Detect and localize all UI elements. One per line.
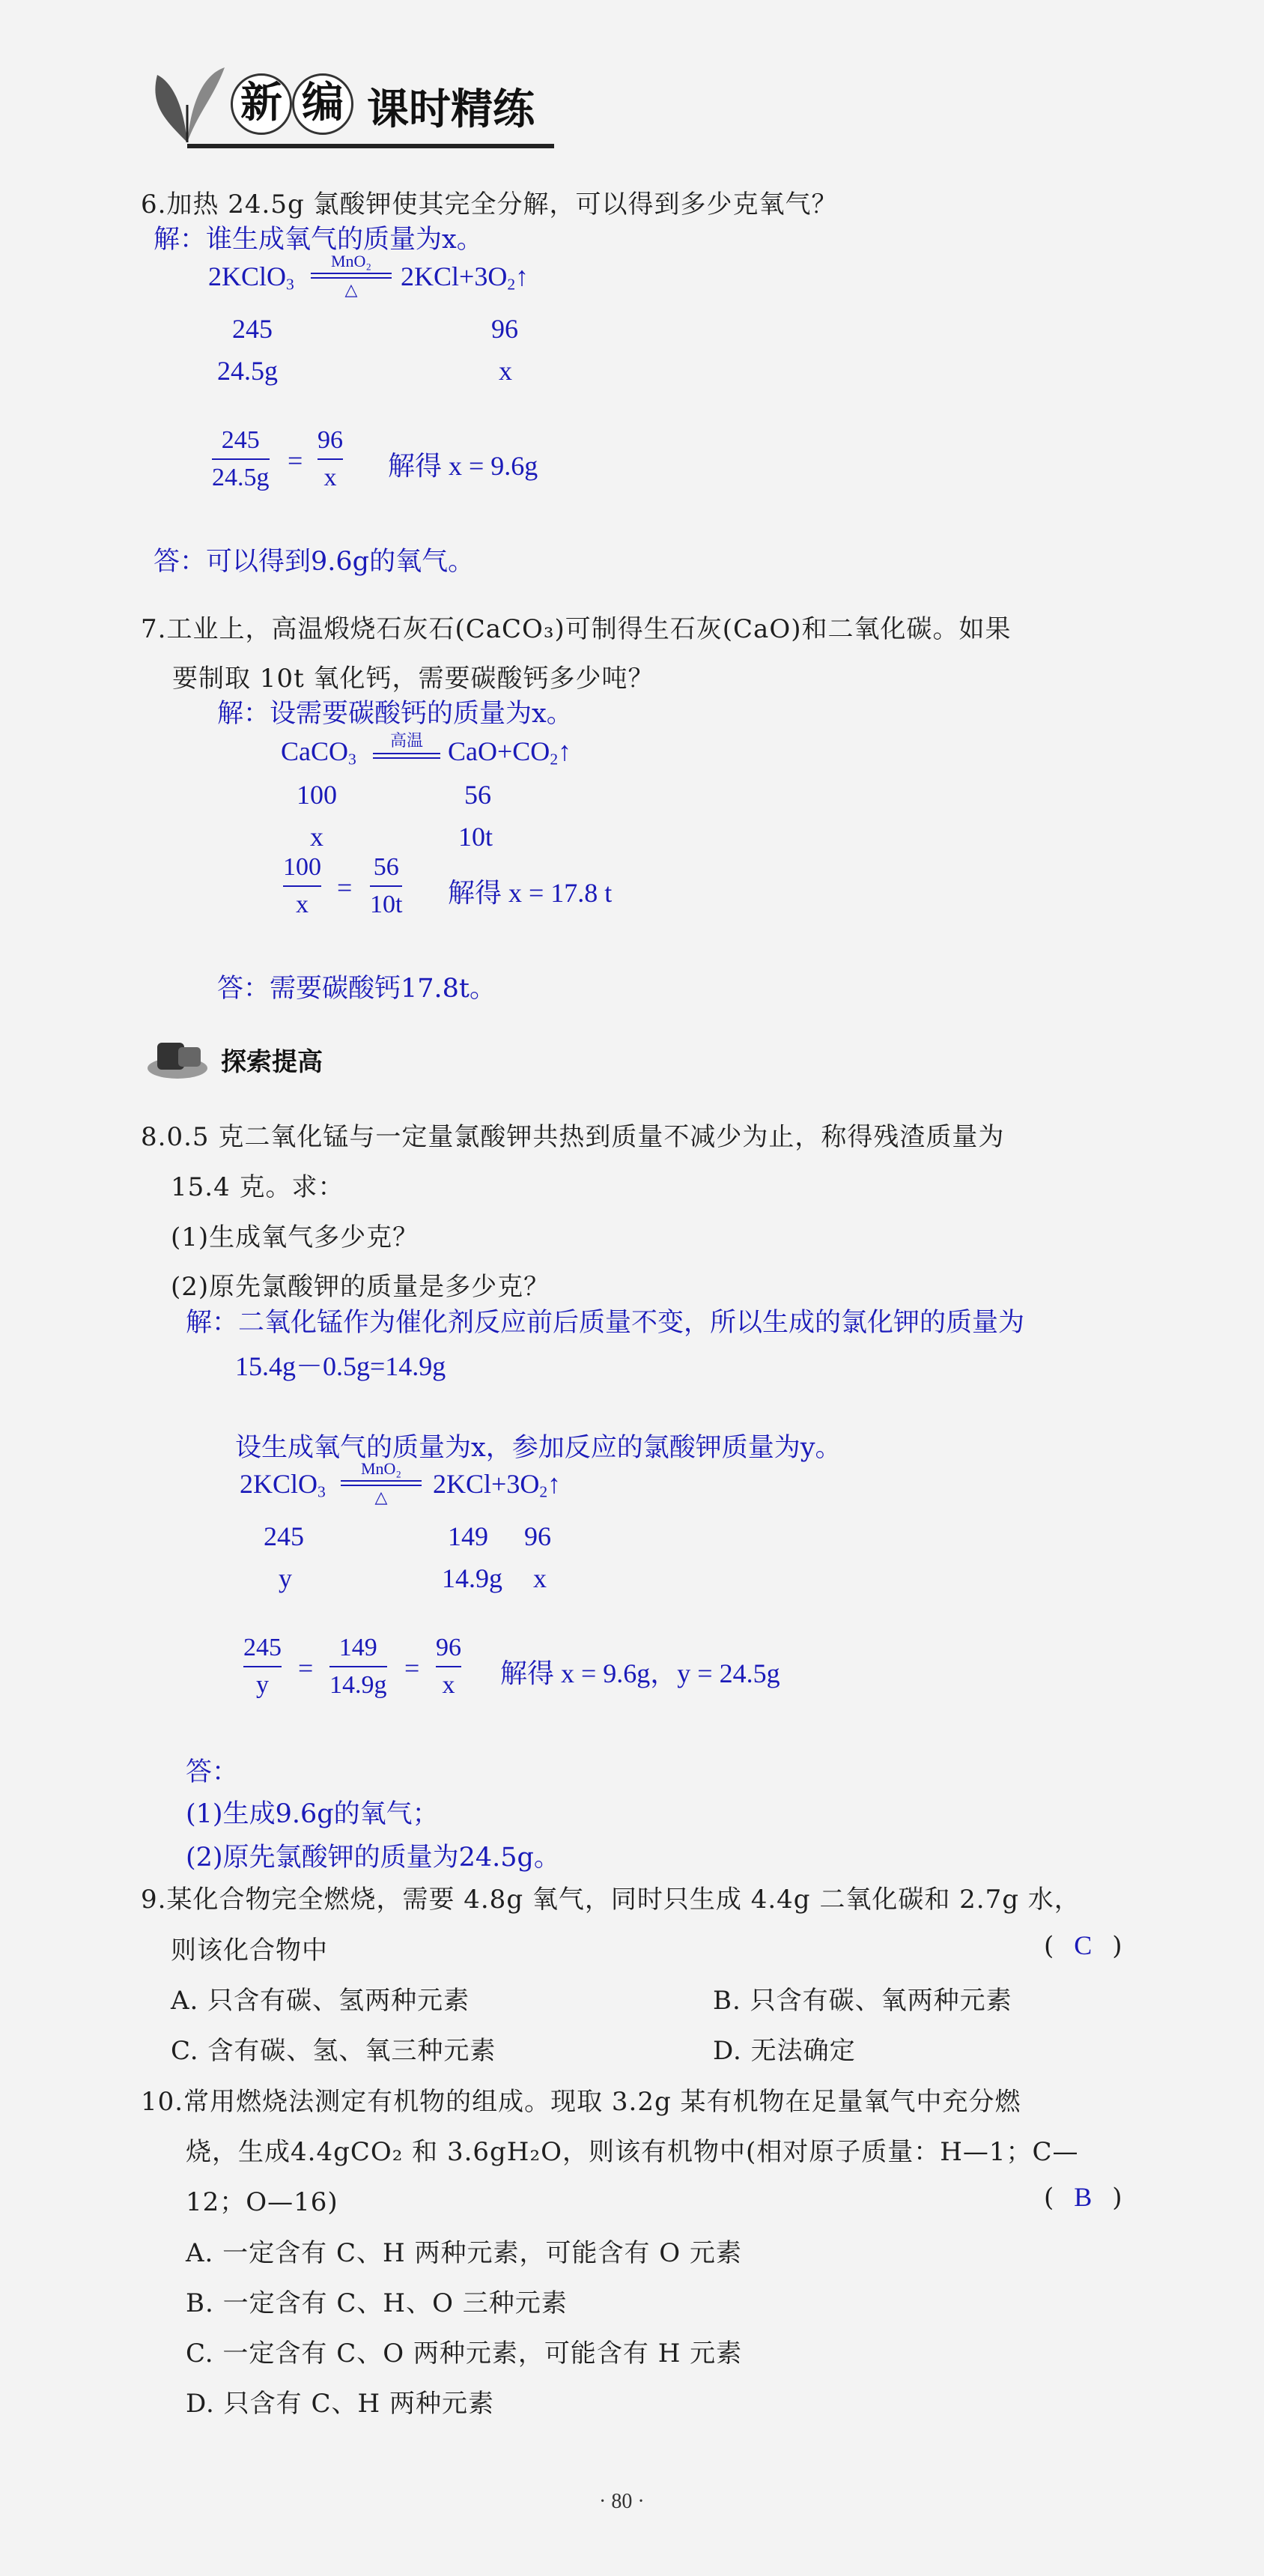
header-underline	[187, 144, 554, 148]
section-title: 探索提高	[221, 1047, 323, 1077]
q10-question-line-2: 烧，生成4.4gCO₂ 和 3.6gH₂O，则该有机物中(相对原子质量：H—1；C—	[186, 2137, 1079, 2167]
header-title-a: 新	[240, 79, 282, 127]
q8-equation-right: $2KCl+3O_2↑$	[433, 1469, 562, 1501]
q8-solution-line-1: 解：二氧化锰作为催化剂反应前后质量不变，所以生成的氯化钾的质量为	[186, 1308, 1025, 1338]
header-banner	[142, 60, 562, 157]
q8-equation-left: 2KClO$_3$	[240, 1469, 326, 1501]
q8-equals-1: =	[298, 1653, 314, 1683]
q8-question-line-1: 8.0.5 克二氧化锰与一定量氯酸钾共热到质量不减少为止，称得残渣质量为	[141, 1122, 1005, 1152]
q8-subquestion-2: (2)原先氯酸钾的质量是多少克？	[171, 1272, 550, 1302]
q7-question-line-2: 要制取 10t 氧化钙，需要碳酸钙多少吨？	[172, 664, 654, 694]
q10-answer-bracket: ( B )	[1044, 2182, 1123, 2213]
q10-option-a[interactable]: A. 一定含有 C、H 两种元素，可能含有 O 元素	[186, 2238, 742, 2268]
q6-fraction-1: 245 24.5g	[212, 426, 270, 491]
q6-mass-2: x	[499, 356, 512, 386]
q7-relative-mass-1: 100	[297, 780, 337, 810]
q7-solve: 解得 x = 17.8 t	[448, 878, 613, 908]
q8-question-line-2: 15.4 克。求：	[171, 1172, 344, 1202]
q8-relative-mass-1: 245	[264, 1521, 304, 1551]
q6-equals: =	[288, 446, 303, 476]
butterfly-icon	[142, 60, 232, 150]
q7-solution-intro: 解：设需要碳酸钙的质量为x。	[217, 699, 573, 729]
q8-answer-2: (2)原先氯酸钾的质量为24.5g。	[186, 1843, 560, 1873]
q6-relative-mass-2: 96	[491, 314, 518, 344]
header-title-b: 编	[302, 79, 344, 127]
q9-option-b[interactable]: B. 只含有碳、氧两种元素	[713, 1986, 1012, 2016]
q6-mass-1: 24.5g	[217, 356, 278, 386]
q8-answer-label: 答：	[186, 1757, 239, 1787]
q9-option-d[interactable]: D. 无法确定	[713, 2036, 856, 2066]
q7-relative-mass-2: 56	[464, 780, 491, 810]
q8-fraction-1: 245 y	[243, 1634, 282, 1699]
q6-equation-right: $2KCl+3O_2↑$	[401, 261, 529, 294]
q7-question-line-1: 7.工业上，高温煅烧石灰石(CaCO₃)可制得生石灰(CaO)和二氧化碳。如果	[141, 614, 1012, 644]
q6-equation-left: 2KClO$_3$	[208, 261, 294, 294]
q8-answer-1: (1)生成9.6g的氧气；	[186, 1799, 439, 1829]
q9-question-line-2: 则该化合物中	[171, 1936, 328, 1966]
q6-question: 6.加热 24.5g 氯酸钾使其完全分解，可以得到多少克氧气？	[141, 190, 838, 219]
q10-option-b[interactable]: B. 一定含有 C、H、O 三种元素	[186, 2288, 568, 2318]
q6-solve: 解得 x = 9.6g	[388, 451, 538, 481]
q10-option-c[interactable]: C. 一定含有 C、O 两种元素，可能含有 H 元素	[186, 2339, 743, 2369]
q8-mass-3: x	[533, 1563, 547, 1593]
q10-question-line-3: 12；O—16)	[186, 2187, 338, 2217]
q6-fraction-2: 96 x	[317, 426, 343, 491]
q7-mass-1: x	[310, 822, 323, 852]
explore-section-icon	[144, 1031, 211, 1083]
title-char-badge-2	[292, 73, 353, 135]
q8-relative-mass-3: 96	[524, 1521, 551, 1551]
q9-option-a[interactable]: A. 只含有碳、氢两种元素	[171, 1986, 470, 2016]
q7-mass-2: 10t	[458, 822, 493, 852]
q8-solution-line-3: 设生成氧气的质量为x，参加反应的氯酸钾质量为y。	[235, 1433, 842, 1463]
q9-answer: C	[1074, 1930, 1093, 1960]
q9-option-c[interactable]: C. 含有碳、氢、氧三种元素	[171, 2036, 496, 2066]
q6-answer: 答：可以得到9.6g的氧气。	[154, 547, 475, 577]
q8-equals-2: =	[404, 1653, 420, 1683]
q7-fraction-2: 56 10t	[370, 853, 403, 918]
q7-fraction-1: 100 x	[283, 853, 321, 918]
q7-equals: =	[337, 873, 353, 903]
q8-fraction-2: 149 14.9g	[329, 1634, 387, 1699]
page-number: · 80 ·	[599, 2490, 645, 2513]
title-char-badge-1	[231, 73, 292, 135]
q8-solution-line-2: 15.4g－0.5g=14.9g	[235, 1351, 446, 1381]
q8-condition: MnO₂ △	[341, 1459, 422, 1507]
q10-answer: B	[1074, 2182, 1093, 2212]
q7-equation-right: $CaO+CO_2↑$	[448, 736, 572, 769]
q9-question-line-1: 9.某化合物完全燃烧，需要 4.8g 氧气，同时只生成 4.4g 二氧化碳和 2.7g 水，	[141, 1885, 1081, 1915]
q8-relative-mass-2: 149	[448, 1521, 488, 1551]
q6-relative-mass-1: 245	[232, 314, 273, 344]
q8-mass-1: y	[279, 1563, 292, 1593]
q8-solve: 解得 x = 9.6g，y = 24.5g	[500, 1658, 780, 1688]
q10-option-d[interactable]: D. 只含有 C、H 两种元素	[186, 2389, 494, 2419]
q9-answer-bracket: ( C )	[1044, 1930, 1123, 1961]
q6-condition: MnO₂ △	[311, 252, 392, 300]
q8-subquestion-1: (1)生成氧气多少克？	[171, 1222, 419, 1252]
q10-question-line-1: 10.常用燃烧法测定有机物的组成。现取 3.2g 某有机物在足量氧气中充分燃	[141, 2087, 1021, 2117]
q7-condition: 高温	[373, 728, 440, 760]
q7-equation-left: CaCO$_3$	[281, 736, 356, 769]
q8-mass-2: 14.9g	[442, 1563, 502, 1593]
q6-solution-intro: 解：谁生成氧气的质量为x。	[154, 225, 483, 255]
q7-answer: 答：需要碳酸钙17.8t。	[217, 974, 496, 1004]
header-title-c: 课时精练	[367, 85, 535, 134]
q8-fraction-3: 96 x	[436, 1634, 461, 1699]
